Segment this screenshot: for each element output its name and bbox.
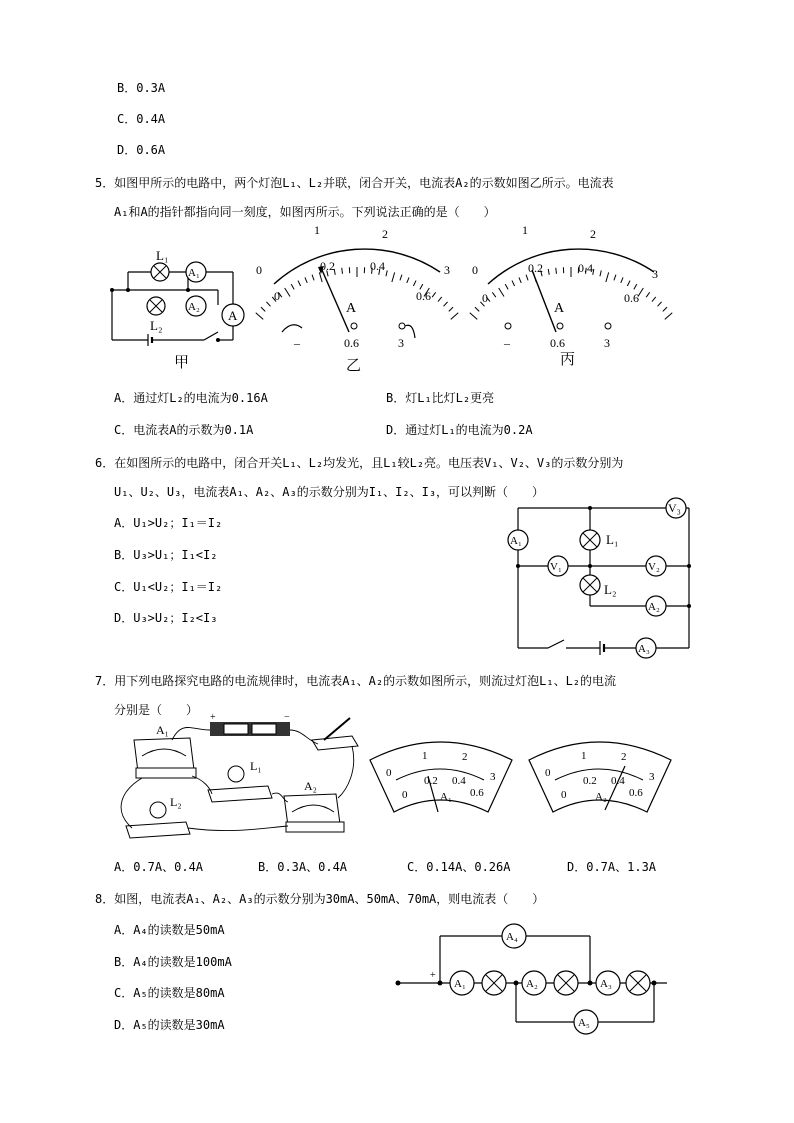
q7-meter-a1 (366, 732, 516, 832)
bing-btick-0: 0 (482, 291, 488, 305)
bing-tick-0: 0 (472, 263, 478, 277)
q7-meter-a1-label: A₁ (440, 791, 452, 803)
yi-btick-1: 0.2 (320, 259, 335, 273)
q7-photo-l1: L₁ (250, 759, 262, 773)
q6-option-b: B．U₃>U₁；I₁<I₂ (114, 548, 218, 562)
q7-option-a: A．0.7A、0.4A (114, 860, 204, 874)
q8-option-d: D．A₅的读数是30mA (114, 1018, 225, 1032)
q7-stem-line1: 7．用下列电路探究电路的电流规律时，电流表A₁、A₂的示数如图所示，则流过灯泡L₁、L₂的电流 (95, 674, 617, 688)
q6-option-d: D．U₃>U₂；I₂<I₃ (114, 611, 218, 625)
svg-text:0: 0 (386, 767, 392, 779)
q8-option-b: B．A₄的读数是100mA (114, 955, 232, 969)
yi-term-neg: – (294, 336, 300, 350)
q8-label-a1: A₁ (454, 978, 466, 990)
q8-label-a5: A₅ (578, 1017, 590, 1029)
q7-photo-a2: A₂ (304, 779, 317, 793)
q7-option-d: D．0.7A、1.3A (567, 860, 657, 874)
svg-text:2: 2 (462, 751, 468, 763)
q6-option-a: A．U₁>U₂；I₁＝I₂ (114, 516, 223, 530)
q4-option-b: B．0.3A (117, 81, 166, 95)
q6-label-v1: V₁ (550, 561, 562, 573)
bing-tick-1: 1 (522, 223, 528, 237)
q7-meter-a2-label: A₂ (595, 791, 607, 803)
q6-label-a1: A₁ (510, 535, 522, 547)
yi-letter: A (346, 301, 357, 316)
svg-text:1: 1 (422, 750, 428, 762)
q8-option-c: C．A₅的读数是80mA (114, 986, 225, 1000)
label-a: A (228, 308, 238, 323)
label-l1: L₁ (156, 248, 169, 263)
caption-jia: 甲 (174, 355, 190, 371)
svg-text:0.4: 0.4 (611, 775, 625, 787)
q5-option-c: C．电流表A的示数为0.1A (114, 423, 254, 437)
svg-text:3: 3 (490, 771, 496, 783)
bing-tick-3: 3 (652, 267, 658, 281)
svg-text:0: 0 (545, 767, 551, 779)
q5-stem-line2: A₁和A的指针都指向同一刻度，如图丙所示。下列说法正确的是（ ） (114, 205, 496, 219)
svg-text:0: 0 (561, 789, 567, 801)
svg-text:0.2: 0.2 (424, 775, 438, 787)
q8-label-a3: A₃ (600, 978, 612, 990)
svg-text:3: 3 (649, 771, 655, 783)
svg-text:−: − (284, 712, 290, 723)
caption-yi: 乙 (346, 358, 362, 374)
q6-stem-line1: 6．在如图所示的电路中，闭合开关L₁、L₂均发光，且L₁较L₂亮。电压表V₁、V₂、V₃的示数分别为 (95, 456, 624, 470)
label-a1: A₁ (188, 267, 200, 279)
q6-label-v2: V₂ (648, 561, 660, 573)
q4-option-c: C．0.4A (117, 112, 166, 126)
yi-tick-3: 3 (444, 263, 450, 277)
q5-option-b: B．灯L₁比灯L₂更亮 (386, 391, 495, 405)
svg-text:0.6: 0.6 (629, 787, 643, 799)
svg-text:0.4: 0.4 (452, 775, 466, 787)
q6-label-l2: L₂ (604, 582, 617, 597)
svg-text:0.6: 0.6 (470, 787, 484, 799)
q6-label-a3: A₃ (638, 643, 650, 655)
bing-btick-1: 0.2 (528, 261, 543, 275)
q7-meter-a2 (525, 732, 675, 832)
q6-circuit (504, 496, 694, 661)
yi-btick-2: 0.4 (370, 259, 385, 273)
q5-circuit-jia (108, 240, 258, 370)
q8-label-a2: A₂ (526, 978, 538, 990)
q7-option-b: B．0.3A、0.4A (258, 860, 348, 874)
bing-term-neg: – (504, 336, 510, 350)
q8-plus-sign: + (430, 970, 436, 981)
svg-text:+: + (210, 712, 216, 723)
svg-text:0: 0 (402, 789, 408, 801)
q5-option-a: A．通过灯L₂的电流为0.16A (114, 391, 268, 405)
q5-meter-yi (254, 222, 474, 372)
label-l2: L₂ (150, 318, 163, 333)
bing-term-06: 0.6 (550, 336, 565, 350)
q5-stem-line1: 5．如图甲所示的电路中，两个灯泡L₁、L₂并联，闭合开关，电流表A₂的示数如图乙所示。电流表 (95, 176, 614, 190)
svg-text:2: 2 (621, 751, 627, 763)
q7-stem-line2: 分别是（ ） (114, 703, 199, 717)
q7-photo-a1: A₁ (156, 723, 169, 737)
bing-letter: A (554, 301, 565, 316)
label-a2: A₂ (188, 301, 200, 313)
yi-tick-0: 0 (256, 263, 262, 277)
q8-stem: 8．如图，电流表A₁、A₂、A₃的示数分别为30mA、50mA、70mA，则电流表（ ） (95, 892, 545, 906)
bing-btick-2: 0.4 (578, 261, 593, 275)
yi-btick-0: 0 (274, 289, 280, 303)
bing-tick-2: 2 (590, 227, 596, 241)
bing-term-3: 3 (604, 336, 610, 350)
yi-term-3: 3 (398, 336, 404, 350)
q7-apparatus-photo (112, 710, 362, 845)
yi-term-06: 0.6 (344, 336, 359, 350)
q4-option-d: D．0.6A (117, 143, 166, 157)
bing-btick-3: 0.6 (624, 291, 639, 305)
svg-text:1: 1 (581, 750, 587, 762)
yi-tick-1: 1 (314, 223, 320, 237)
q7-option-c: C．0.14A、0.26A (407, 860, 511, 874)
svg-text:0.2: 0.2 (583, 775, 597, 787)
q6-label-a2: A₂ (648, 601, 660, 613)
q6-stem-line2: U₁、U₂、U₃，电流表A₁、A₂、A₃的示数分别为I₁、I₂、I₃，可以判断（ ） (114, 485, 545, 499)
q6-label-v3: V₃ (668, 501, 681, 515)
yi-btick-3: 0.6 (416, 289, 431, 303)
q7-photo-l2: L₂ (170, 795, 182, 809)
q8-circuit (392, 920, 674, 1030)
q5-option-d: D．通过灯L₁的电流为0.2A (386, 423, 533, 437)
q6-option-c: C．U₁<U₂；I₁＝I₂ (114, 580, 223, 594)
yi-tick-2: 2 (382, 227, 388, 241)
q8-option-a: A．A₄的读数是50mA (114, 923, 225, 937)
caption-bing: 丙 (560, 352, 576, 368)
q5-meter-bing (468, 222, 688, 372)
q8-label-a4: A₄ (506, 931, 518, 943)
q6-label-l1: L₁ (606, 532, 619, 547)
